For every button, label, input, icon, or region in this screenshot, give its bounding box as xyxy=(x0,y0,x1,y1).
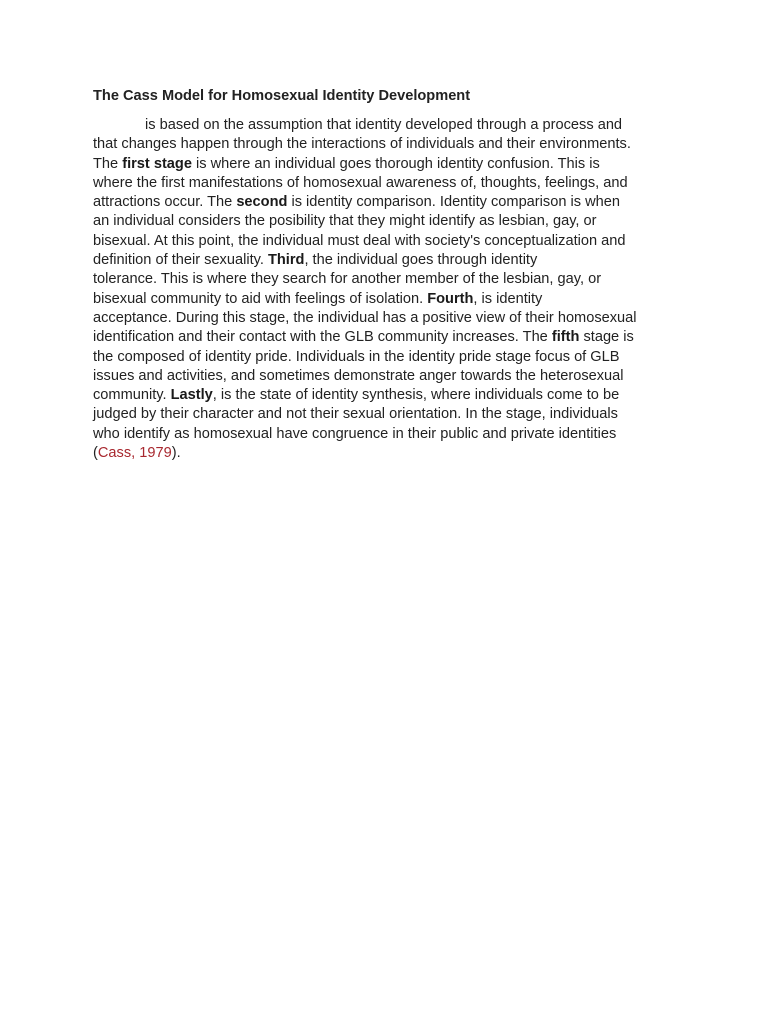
paragraph-line xyxy=(93,328,683,347)
text-run: definition of their sexuality. xyxy=(93,252,268,269)
text-run: bisexual community to aid with feelings of isolation. xyxy=(93,290,428,307)
paragraph-line xyxy=(93,135,683,154)
bold-term: Fourth xyxy=(427,290,474,307)
text-run: acceptance. During this stage, the individual has a positive view of their homosexual xyxy=(93,309,637,326)
paragraph-line xyxy=(93,444,683,463)
paragraph-line xyxy=(93,193,683,212)
text-run: , is identity xyxy=(473,290,543,307)
paragraph-line xyxy=(93,116,683,135)
text-run: attractions occur. The xyxy=(93,194,237,211)
paragraph-line xyxy=(93,251,683,270)
paragraph-line xyxy=(93,386,683,405)
body-paragraph xyxy=(93,116,683,463)
paragraph-line xyxy=(93,232,683,251)
bold-term: Lastly xyxy=(170,387,213,404)
text-run: tolerance. This is where they search for another member of the lesbian, gay, or xyxy=(93,271,602,288)
text-run: judged by their character and not their sexual orientation. In the stage, individuals xyxy=(93,406,618,423)
paragraph-line xyxy=(93,174,683,193)
bold-term: Third xyxy=(267,252,305,269)
text-run: issues and activities, and sometimes demonstrate anger towards the heterosexual xyxy=(93,367,624,384)
bold-term: fifth xyxy=(551,329,580,346)
paragraph-line xyxy=(93,425,683,444)
text-run: who identify as homosexual have congruence in their public and private identities xyxy=(93,425,617,442)
bold-term: second xyxy=(236,194,288,211)
paragraph-line xyxy=(93,270,683,289)
paragraph-line xyxy=(93,367,683,386)
text-run: an individual considers the posibility that they might identify as lesbian, gay, or xyxy=(93,213,597,230)
text-run: identification and their contact with the GLB community increases. The xyxy=(93,329,552,346)
text-run: bisexual. At this point, the individual must deal with society's conceptualization and xyxy=(93,232,626,249)
text-run: ( xyxy=(93,445,98,462)
text-run: community. xyxy=(93,387,171,404)
text-run: The xyxy=(93,155,123,172)
text-run: is based on the assumption that identity developed through a process and xyxy=(145,117,623,133)
document-title: The Cass Model for Homosexual Identity Development xyxy=(93,88,471,104)
text-run: where the first manifestations of homosexual awareness of, thoughts, feelings, and xyxy=(93,174,628,191)
paragraph-line xyxy=(93,290,683,309)
paragraph-line xyxy=(93,212,683,231)
bold-term: first stage xyxy=(122,155,192,172)
document-page xyxy=(93,86,683,463)
text-run: the composed of identity pride. Individuals in the identity pride stage focus of GLB xyxy=(93,348,620,365)
text-run: is identity comparison. Identity comparison is when xyxy=(287,194,620,211)
text-run: stage is xyxy=(579,329,634,346)
text-run: that changes happen through the interactions of individuals and their environments. xyxy=(93,136,631,153)
citation-link[interactable]: Cass, 1979 xyxy=(97,445,172,462)
paragraph-line xyxy=(93,155,683,174)
text-run: is where an individual goes thorough identity confusion. This is xyxy=(191,155,600,172)
paragraph-line xyxy=(93,309,683,328)
paragraph-line xyxy=(93,405,683,424)
text-run: , is the state of identity synthesis, where individuals come to be xyxy=(212,387,620,404)
text-run: ). xyxy=(171,445,181,462)
paragraph-line xyxy=(93,348,683,367)
text-run: , the individual goes through identity xyxy=(304,252,538,269)
